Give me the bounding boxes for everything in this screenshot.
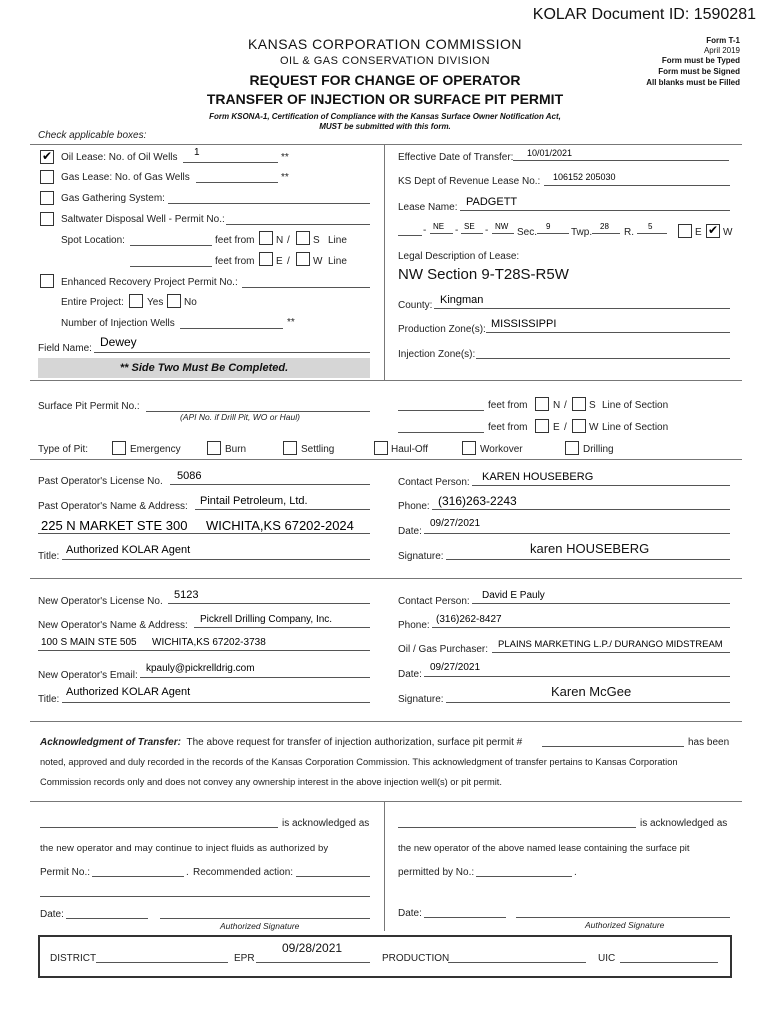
lease-name-label: Lease Name: [398,202,458,213]
pit-type-workover-checkbox[interactable] [462,441,476,455]
legal-description-value[interactable]: NW Section 9-T28S-R5W [398,266,569,283]
uic-label: UIC [598,953,616,964]
spot-e-checkbox[interactable] [259,252,273,266]
new-city-value[interactable]: WICHITA,KS 67202-3738 [152,637,266,648]
new-email-label: New Operator's Email: [38,670,138,681]
past-city-value[interactable]: WICHITA,KS 67202-2024 [206,518,354,533]
pit-n-checkbox[interactable] [535,397,549,411]
ack-left-date-field[interactable] [66,918,148,919]
pit-type-drilling-checkbox[interactable] [565,441,579,455]
effective-date-label: Effective Date of Transfer: [398,152,514,163]
ack-right-operator-field[interactable] [398,827,636,828]
acknowledgment-heading: Acknowledgment of Transfer: [40,737,181,748]
new-purchaser-label: Oil / Gas Purchaser: [398,644,489,655]
spot-n-checkbox[interactable] [259,231,273,245]
spot-location-label: Spot Location: [61,235,125,246]
entire-project-no-checkbox[interactable] [167,294,181,308]
oil-wells-value[interactable]: 1 [194,147,200,158]
side-two-note: ** Side Two Must Be Completed. [119,362,289,374]
check-applicable-label: Check applicable boxes: [38,130,147,141]
past-title-label: Title: [38,551,60,562]
field-name-value[interactable]: Dewey [100,335,137,349]
injection-zone-label: Injection Zone(s): [398,349,476,360]
form-title-2: TRANSFER OF INJECTION OR SURFACE PIT PERMIT [206,91,564,107]
quarter-2[interactable]: SE [464,222,475,231]
lease-name-value[interactable]: PADGETT [466,196,518,208]
past-contact-value[interactable]: KAREN HOUSEBERG [482,471,594,483]
past-phone-value[interactable]: (316)263-2243 [438,494,517,508]
saltwater-permit-field[interactable] [226,224,370,225]
production-field[interactable] [448,962,586,963]
pit-ns-feet-field[interactable] [398,410,484,411]
new-date-label: Date: [398,669,422,680]
enhanced-recovery-checkbox[interactable] [40,274,54,288]
ks-dept-lease-value[interactable]: 106152 205030 [553,172,616,182]
gas-wells-field[interactable] [196,182,278,183]
new-name-label: New Operator's Name & Address: [38,620,188,631]
new-date-value[interactable]: 09/27/2021 [430,662,481,673]
ack-recommended-field-2[interactable] [40,896,370,897]
past-signature-value[interactable]: karen HOUSEBERG [530,541,650,556]
new-title-label: Title: [38,694,60,705]
past-address-value[interactable]: 225 N MARKET STE 300 [41,518,188,533]
type-of-pit-label: Type of Pit: [38,444,89,455]
entire-project-yes-checkbox[interactable] [129,294,143,308]
org-name: KANSAS CORPORATION COMMISSION [247,36,523,52]
pit-ew-feet-field[interactable] [398,432,484,433]
past-signature-label: Signature: [398,551,444,562]
new-name-value[interactable]: Pickrell Drilling Company, Inc. [200,614,333,625]
entire-project-label: Entire Project: [61,297,124,308]
ks-dept-label: KS Dept of Revenue Lease No.: [398,176,541,187]
form-revision-date: April 2019 [703,46,740,55]
saltwater-label: Saltwater Disposal Well - Permit No.: [61,214,225,225]
acknowledgment-text-2: noted, approved and duly recorded in the records of the Kansas Corporation Commission. This acknowledgment of transfer pertains to Kansas Corporation [40,757,678,767]
district-field[interactable] [96,962,228,963]
gas-lease-checkbox[interactable] [40,170,54,184]
district-label: DISTRICT [50,953,97,964]
pit-s-checkbox[interactable] [572,397,586,411]
spot-w-checkbox[interactable] [296,252,310,266]
form-blanks-note: All blanks must be Filled [646,78,740,87]
past-license-label: Past Operator's License No. [38,476,163,487]
field-name-label: Field Name: [38,343,92,354]
new-license-value[interactable]: 5123 [174,589,199,601]
gas-gathering-checkbox[interactable] [40,191,54,205]
past-date-value[interactable]: 09/27/2021 [430,518,481,529]
spot-s-checkbox[interactable] [296,231,310,245]
enhanced-recovery-permit-field[interactable] [242,287,370,288]
oil-lease-checkbox[interactable] [40,150,54,164]
ack-permit-no-field[interactable] [92,876,184,877]
surface-pit-label: Surface Pit Permit No.: [38,401,140,412]
ack-recommended-field[interactable] [296,876,370,877]
township-value[interactable]: 28 [600,222,609,231]
past-name-label: Past Operator's Name & Address: [38,501,188,512]
spot-location-ew-feet[interactable] [130,266,212,267]
pit-w-checkbox[interactable] [572,419,586,433]
new-phone-label: Phone: [398,620,430,631]
api-note: (API No. if Drill Pit, WO or Haul) [180,412,300,422]
new-phone-value[interactable]: (316)262-8427 [436,614,502,625]
quarter-3[interactable]: NW [495,222,509,231]
pit-e-checkbox[interactable] [535,419,549,433]
oil-lease-label: Oil Lease: No. of Oil Wells [61,152,178,163]
form-note-2: MUST be submitted with this form. [319,122,451,131]
past-contact-label: Contact Person: [398,477,470,488]
past-name-value[interactable]: Pintail Petroleum, Ltd. [200,495,308,507]
ack-right-signature-field[interactable] [516,917,730,918]
new-contact-label: Contact Person: [398,596,470,607]
range-value[interactable]: 5 [648,222,653,231]
past-phone-label: Phone: [398,501,430,512]
ack-left-signature-field[interactable] [160,918,370,919]
ack-permitted-by-field[interactable] [476,876,572,877]
range-e-checkbox[interactable] [678,224,692,238]
ack-left-operator-field[interactable] [40,827,278,828]
new-title-value[interactable]: Authorized KOLAR Agent [66,686,191,698]
new-purchaser-value[interactable]: PLAINS MARKETING L.P./ DURANGO MIDSTREAM [498,639,723,650]
enhanced-recovery-label: Enhanced Recovery Project Permit No.: [61,277,238,288]
uic-field[interactable] [620,962,718,963]
injection-wells-label: Number of Injection Wells [61,318,175,329]
acknowledgment-text-3: Commission records only and does not convey any ownership interest in the above injection well(s) or pit permit. [40,777,502,787]
production-zone-label: Production Zone(s): [398,324,486,335]
gas-gathering-field[interactable] [168,203,370,204]
ack-left-text: the new operator and may continue to inject fluids as authorized by [40,843,329,854]
past-license-value[interactable]: 5086 [177,470,202,482]
surface-pit-number-field[interactable] [542,746,684,747]
epr-value[interactable]: 09/28/2021 [282,941,343,955]
saltwater-checkbox[interactable] [40,212,54,226]
pit-type-emergency-checkbox[interactable] [112,441,126,455]
gas-lease-label: Gas Lease: No. of Gas Wells [61,172,190,183]
form-number: Form T-1 [706,36,740,45]
pit-type-settling-checkbox[interactable] [283,441,297,455]
section-value[interactable]: 9 [546,222,551,231]
production-zone-value[interactable]: MISSISSIPPI [491,318,557,330]
quarter-1[interactable]: NE [433,222,445,231]
new-contact-value[interactable]: David E Pauly [482,590,545,601]
county-value[interactable]: Kingman [440,294,484,306]
county-label: County: [398,300,433,311]
document-id: KOLAR Document ID: 1590281 [532,6,756,23]
form-title-1: REQUEST FOR CHANGE OF OPERATOR [249,72,521,88]
injection-zone-field[interactable] [476,358,730,359]
legal-description-label: Legal Description of Lease: [398,251,520,262]
effective-date-value[interactable]: 10/01/2021 [527,148,573,158]
ack-right-date-field[interactable] [424,917,506,918]
spot-location-ns-feet[interactable] [130,245,212,246]
section-divider [30,144,742,145]
pit-type-burn-checkbox[interactable] [207,441,221,455]
new-email-value[interactable]: kpauly@pickrelldrig.com [146,663,255,674]
form-signed-note: Form must be Signed [658,67,740,76]
past-title-value[interactable]: Authorized KOLAR Agent [66,544,191,556]
ack-right-text: the new operator of the above named lease containing the surface pit [398,843,690,854]
division-name: OIL & GAS CONSERVATION DIVISION [279,55,491,67]
new-signature-value[interactable]: Karen McGee [551,684,632,699]
acknowledgment-text-1: Acknowledgment of Transfer: The above request for transfer of injection authorization, surface pit permit # [40,737,523,748]
injection-wells-field[interactable] [180,328,283,329]
gas-gathering-label: Gas Gathering System: [61,193,165,204]
form-typed-note: Form must be Typed [661,56,740,65]
new-license-label: New Operator's License No. [38,596,163,607]
epr-label: EPR [234,953,255,964]
column-divider [384,144,385,380]
range-w-checkbox[interactable] [706,224,720,238]
past-date-label: Date: [398,526,422,537]
production-label: PRODUCTION [382,953,450,964]
new-signature-label: Signature: [398,694,444,705]
side-two-banner [38,358,370,378]
pit-type-hauloff-checkbox[interactable] [374,441,388,455]
form-note-1: Form KSONA-1, Certification of Compliance with the Kansas Surface Owner Notification Act, [209,112,561,121]
new-address-value[interactable]: 100 S MAIN STE 505 [41,637,137,648]
